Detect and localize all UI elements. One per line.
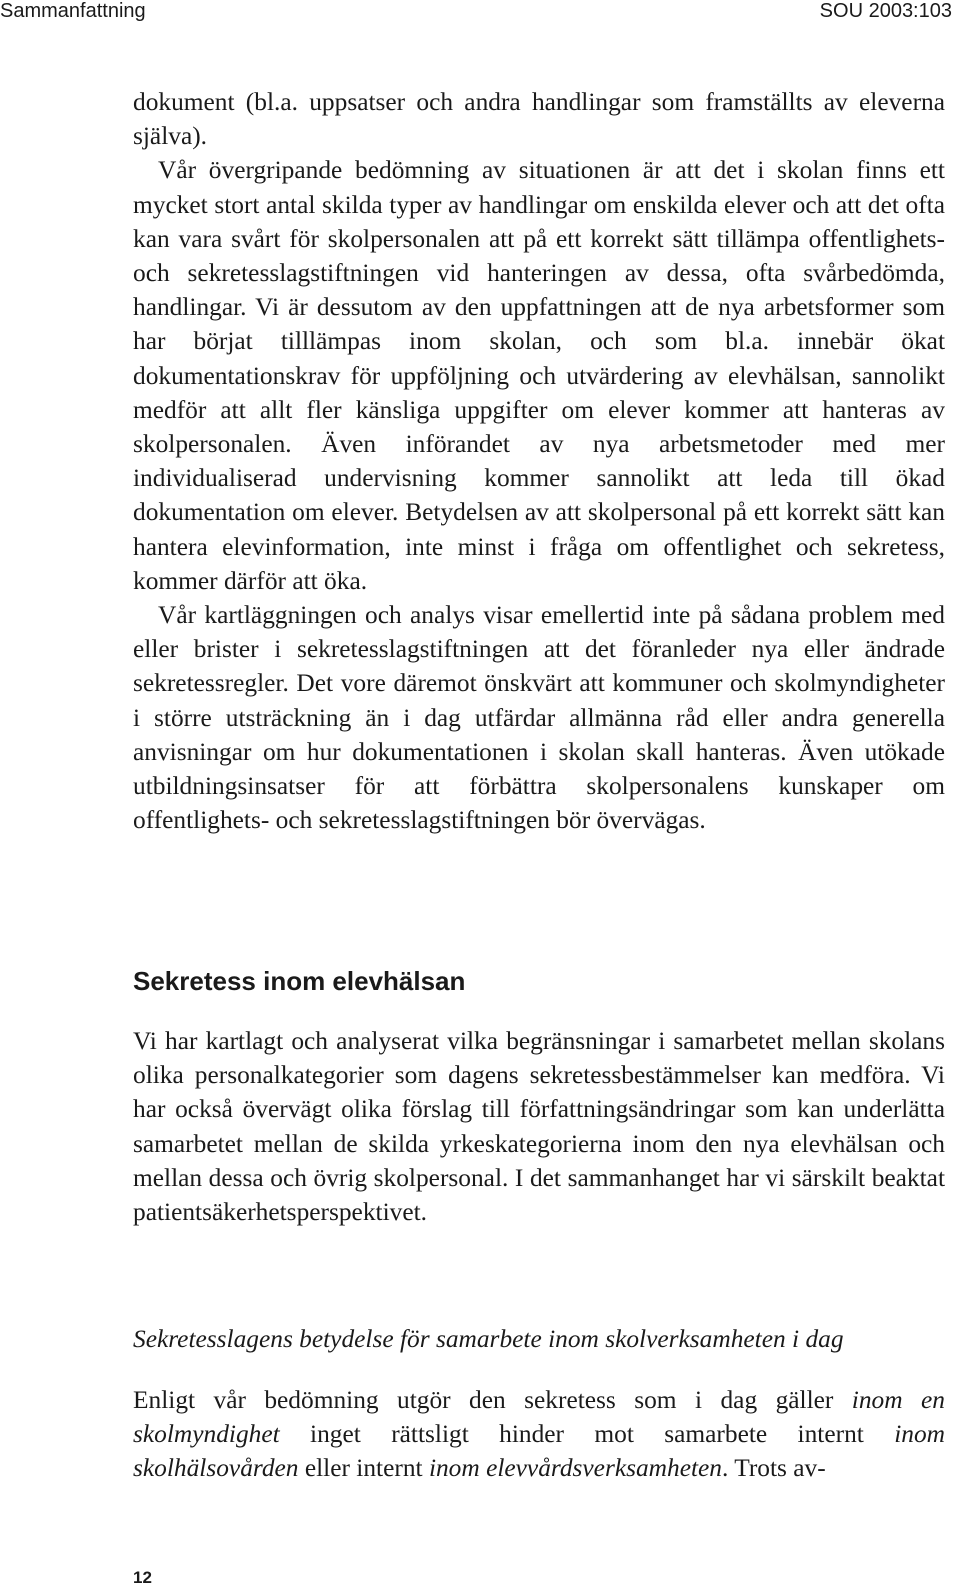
text-run: Enligt vår bedömning utgör den sekretess som i dag gäller: [133, 1386, 852, 1414]
paragraph: Vår kartläggningen och analys visar emellertid inte på sådana problem med eller brister i sekretesslagstiftningen att det föranleder nya eller ändrade sekretessregler. Det vore däremot önskvärt att kommuner och skolmyndigheter i större utsträckning än i dag utfärdar allmänna råd eller andra generella anvisningar om hur dokumentationen i skolan skall hanteras. Även utökade utbildningsinsatser för att förbättra skolpersonalens kunskaper om offentlighets- och sekretesslagstiftningen bör övervägas.: [133, 601, 945, 835]
text-run: . Trots av-: [722, 1454, 826, 1483]
body-text-block: [133, 85, 945, 837]
text-run: inget rättsligt hinder mot samarbete internt: [279, 1420, 895, 1449]
header-section-title: Sammanfattning: [0, 0, 146, 22]
paragraph: Vår övergripande bedömning av situationen är att det i skolan finns ett mycket stort antal skilda typer av handlingar om enskilda elever och att det ofta kan vara svårt för skolpersonalen att på ett korrekt sätt tillämpa offentlighets- och sekretesslagstiftningen vid hanteringen av dessa, ofta svårbedömda, handlingar. Vi är dessutom av den uppfattningen att de nya arbetsformer som har börjat tilllämpas inom skolan, och som bl.a. innebär ökat dokumentationskrav för uppföljning och utvärdering av elevhälsan, sannolikt medför att allt fler känsliga uppgifter om elever kommer att hanteras av skolpersonalen. Även införandet av nya arbetsmetoder med mer individualiserad undervisning kommer sannolikt att leda till ökad dokumentation om elever. Betydelsen av att skolpersonal på ett korrekt sätt kan hantera elevinformation, inte minst i fråga om offentlighet och sekretess, kommer därför att öka.: [133, 156, 945, 595]
italic-run: inom skolhälsovården: [133, 1420, 945, 1483]
subsection-heading: Sekretesslagens betydelse för samarbete inom skolverksamheten i dag: [133, 1325, 844, 1353]
section-heading: Sekretess inom elevhälsan: [133, 966, 466, 996]
paragraph: Vi har kartlagt och analyserat vilka begränsningar i samarbetet mellan skolans olika personalkategorier som dagens sekretessbestämmelser kan medföra. Vi har också övervägt olika förslag till författningsändringar som kan underlätta samarbetet mellan de skilda yrkeskategorierna inom den nya elevhälsan och mellan dessa och övrig skolpersonal. I det sammanhanget har vi särskilt beaktat patientsäkerhetsperspektivet.: [133, 1027, 945, 1227]
paragraph-continued: dokument (bl.a. uppsatser och andra handlingar som framställts av eleverna själva).: [133, 88, 945, 151]
section-body: [133, 1024, 945, 1229]
subsection-body: [133, 1383, 945, 1486]
text-run: eller internt: [298, 1454, 429, 1483]
page-number: 12: [133, 1568, 152, 1587]
italic-run: inom en skolmyndighet: [133, 1386, 945, 1449]
paragraph: [133, 1383, 945, 1486]
header-document-id: SOU 2003:103: [819, 0, 952, 22]
italic-run: inom elevvårdsverksamheten: [428, 1454, 722, 1483]
running-header: [0, 0, 960, 26]
